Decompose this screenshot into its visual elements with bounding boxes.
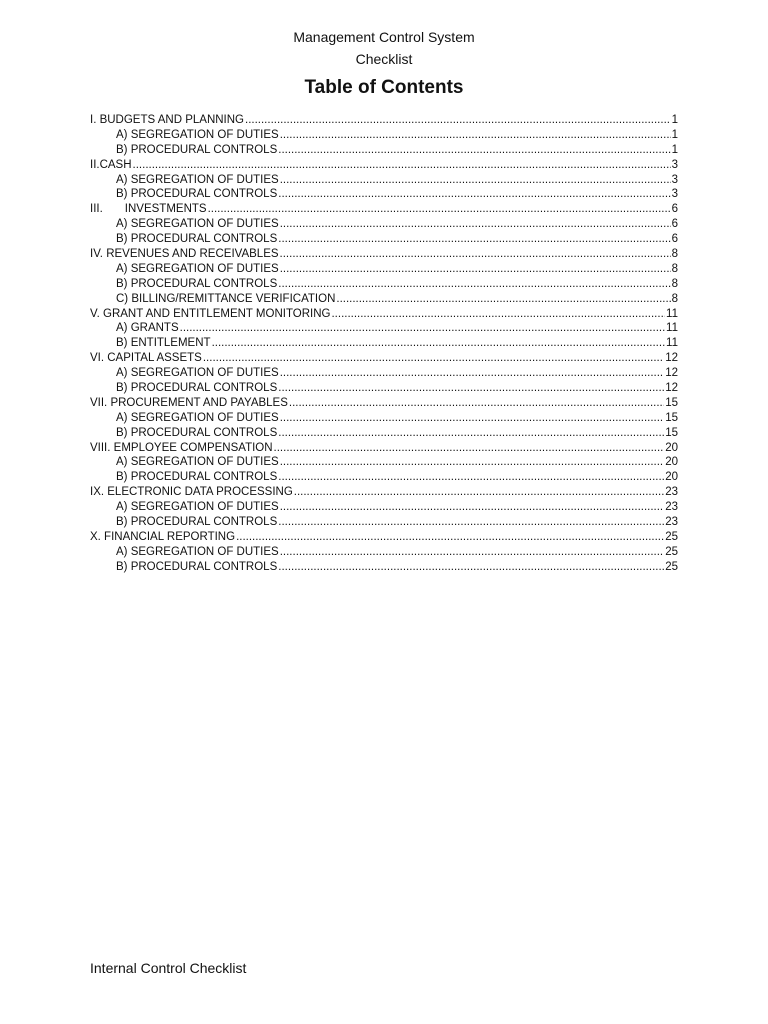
toc-page-number: 6 — [671, 218, 678, 231]
toc-page-number: 23 — [665, 486, 678, 499]
toc-dot-leader — [278, 470, 664, 485]
toc-entry-label-text: VI. CAPITAL ASSETS — [90, 352, 202, 365]
toc-entry-label-text: II.CASH — [90, 158, 132, 171]
toc-entry-label — [116, 321, 179, 336]
toc-dot-leader — [278, 560, 664, 575]
toc-entry-label-text: B) PROCEDURAL CONTROLS — [116, 143, 278, 156]
toc-entry-label — [116, 173, 279, 188]
toc-page-number: 20 — [665, 456, 678, 469]
toc-page-number: 8 — [671, 292, 678, 305]
toc-entry-label — [116, 366, 279, 381]
toc-entry-label — [116, 560, 277, 575]
toc-entry-label — [90, 485, 293, 500]
toc-entry-label-text: A) SEGREGATION OF DUTIES — [116, 218, 279, 231]
toc-dot-leader — [280, 128, 671, 143]
toc-dot-leader — [280, 247, 671, 262]
toc-section-entry[interactable] — [90, 396, 678, 411]
toc-entry-label-text: VII. PROCUREMENT AND PAYABLES — [90, 396, 288, 409]
toc-page-number: 11 — [666, 337, 678, 350]
toc-entry-label-text: B) PROCEDURAL CONTROLS — [116, 233, 278, 246]
toc-entry-label — [116, 187, 277, 202]
toc-dot-leader — [278, 277, 670, 292]
toc-subentry[interactable] — [90, 336, 678, 351]
toc-subentry[interactable] — [90, 128, 678, 143]
toc-page-number: 11 — [666, 322, 678, 335]
toc-page-number: 1 — [671, 143, 678, 156]
toc-entry-label-text: A) SEGREGATION OF DUTIES — [116, 367, 279, 380]
toc-entry-label-text: B) PROCEDURAL CONTROLS — [116, 471, 278, 484]
toc-entry-label — [90, 441, 273, 456]
toc-page-number: 12 — [665, 382, 678, 395]
toc-entry-label — [90, 202, 207, 217]
toc-page-number: 1 — [671, 128, 678, 141]
toc-page-number: 11 — [666, 307, 678, 320]
toc-entry-label — [116, 411, 279, 426]
table-of-contents — [90, 113, 678, 575]
toc-page-number: 3 — [671, 188, 678, 201]
toc-entry-label-text: B) PROCEDURAL CONTROLS — [116, 277, 278, 290]
toc-entry-label-text: B) PROCEDURAL CONTROLS — [116, 426, 278, 439]
toc-entry-label-text: B) ENTITLEMENT — [116, 337, 211, 350]
toc-dot-leader — [236, 530, 664, 545]
toc-dot-leader — [278, 381, 664, 396]
toc-section-entry[interactable] — [90, 158, 678, 173]
toc-page-number: 12 — [665, 367, 678, 380]
toc-subentry[interactable] — [90, 262, 678, 277]
toc-entry-label-text: IX. ELECTRONIC DATA PROCESSING — [90, 486, 293, 499]
toc-entry-label — [116, 545, 279, 560]
toc-entry-label — [116, 426, 277, 441]
toc-entry-label-text: III. — [90, 203, 103, 216]
toc-subentry[interactable] — [90, 292, 678, 307]
toc-page-number: 20 — [665, 471, 678, 484]
toc-section-entry[interactable] — [90, 485, 678, 500]
toc-subentry[interactable] — [90, 455, 678, 470]
toc-subentry[interactable] — [90, 277, 678, 292]
toc-dot-leader — [280, 411, 664, 426]
toc-page-number: 12 — [665, 352, 678, 365]
toc-dot-leader — [278, 515, 664, 530]
toc-subentry[interactable] — [90, 366, 678, 381]
toc-dot-leader — [278, 143, 670, 158]
toc-entry-label — [116, 470, 277, 485]
toc-entry-label-text: VIII. EMPLOYEE COMPENSATION — [90, 441, 273, 454]
toc-page-number: 3 — [671, 158, 678, 171]
toc-entry-label-text: A) SEGREGATION OF DUTIES — [116, 262, 279, 275]
toc-subentry[interactable] — [90, 321, 678, 336]
toc-entry-label-text: C) BILLING/REMITTANCE VERIFICATION — [116, 292, 336, 305]
toc-dot-leader — [280, 500, 664, 515]
toc-page-number: 8 — [671, 277, 678, 290]
toc-subentry[interactable] — [90, 545, 678, 560]
toc-entry-label — [116, 336, 211, 351]
toc-section-entry[interactable] — [90, 113, 678, 128]
toc-page-number: 3 — [671, 173, 678, 186]
toc-subentry[interactable] — [90, 143, 678, 158]
toc-page-number: 8 — [671, 262, 678, 275]
toc-entry-label-text: V. GRANT AND ENTITLEMENT MONITORING — [90, 307, 331, 320]
toc-entry-label-text: A) SEGREGATION OF DUTIES — [116, 128, 279, 141]
toc-dot-leader — [274, 441, 665, 456]
toc-entry-label — [90, 307, 330, 322]
toc-dot-leader — [280, 366, 664, 381]
toc-subentry[interactable] — [90, 426, 678, 441]
toc-page-number: 15 — [665, 426, 678, 439]
toc-dot-leader — [180, 321, 665, 336]
toc-entry-label-text: B) PROCEDURAL CONTROLS — [116, 560, 278, 573]
toc-dot-leader — [212, 336, 665, 351]
toc-entry-label — [90, 113, 244, 128]
toc-dot-leader — [331, 307, 665, 322]
toc-subentry[interactable] — [90, 173, 678, 188]
toc-subentry[interactable] — [90, 381, 678, 396]
toc-section-entry[interactable] — [90, 530, 678, 545]
toc-dot-leader — [280, 545, 664, 560]
toc-subentry[interactable] — [90, 470, 678, 485]
toc-dot-leader — [278, 232, 670, 247]
toc-dot-leader — [245, 113, 671, 128]
page-footer: Internal Control Checklist — [90, 960, 247, 976]
toc-subentry[interactable] — [90, 515, 678, 530]
toc-dot-leader — [280, 262, 671, 277]
toc-dot-leader — [289, 396, 664, 411]
toc-page-number: 25 — [665, 560, 678, 573]
toc-page-number: 6 — [671, 233, 678, 246]
toc-page-number: 23 — [665, 501, 678, 514]
toc-page-number: 25 — [665, 545, 678, 558]
toc-section-entry[interactable] — [90, 202, 678, 217]
toc-entry-label — [90, 530, 235, 545]
toc-entry-label-text: I. BUDGETS AND PLANNING — [90, 114, 245, 126]
toc-entry-label — [116, 232, 277, 247]
toc-section-entry[interactable] — [90, 307, 678, 322]
toc-dot-leader — [278, 187, 670, 202]
toc-page-number: 1 — [671, 114, 678, 126]
toc-dot-leader — [203, 351, 664, 366]
toc-page-number: 25 — [665, 530, 678, 543]
toc-entry-label — [116, 292, 335, 307]
toc-entry-label-text: A) SEGREGATION OF DUTIES — [116, 173, 279, 186]
toc-page-number: 8 — [671, 248, 678, 261]
toc-entry-label — [116, 217, 279, 232]
toc-entry-label — [116, 128, 279, 143]
toc-entry-label-text: B) PROCEDURAL CONTROLS — [116, 516, 278, 529]
toc-entry-label — [116, 500, 279, 515]
toc-entry-label-text: A) SEGREGATION OF DUTIES — [116, 456, 279, 469]
toc-subentry[interactable] — [90, 500, 678, 515]
toc-entry-label-text: IV. REVENUES AND RECEIVABLES — [90, 248, 279, 261]
toc-page-number: 20 — [665, 441, 678, 454]
toc-entry-label-text: B) PROCEDURAL CONTROLS — [116, 188, 278, 201]
toc-entry-label — [116, 143, 277, 158]
header-line-1: Management Control System — [293, 29, 475, 45]
page-title: Table of Contents — [304, 77, 464, 98]
toc-entry-label-text: A) SEGREGATION OF DUTIES — [116, 411, 279, 424]
toc-dot-leader — [280, 173, 671, 188]
toc-dot-leader — [278, 426, 664, 441]
toc-page-number: 6 — [671, 203, 678, 216]
toc-entry-label — [116, 277, 277, 292]
toc-subentry[interactable] — [90, 187, 678, 202]
toc-dot-leader — [280, 455, 664, 470]
toc-page-number: 15 — [665, 396, 678, 409]
toc-section-entry[interactable] — [90, 247, 678, 262]
header-line-2: Checklist — [355, 51, 413, 67]
toc-entry-label — [90, 351, 202, 366]
toc-entry-label — [90, 158, 132, 173]
toc-entry-label — [116, 455, 279, 470]
toc-page-number: 23 — [665, 516, 678, 529]
toc-subentry[interactable] — [90, 217, 678, 232]
toc-dot-leader — [294, 485, 664, 500]
toc-dot-leader — [208, 202, 671, 217]
toc-dot-leader — [133, 158, 671, 173]
document-header — [0, 26, 768, 100]
toc-entry-label — [116, 262, 279, 277]
toc-dot-leader — [336, 292, 670, 307]
toc-entry-label-text: A) SEGREGATION OF DUTIES — [116, 545, 279, 558]
toc-entry-label — [90, 247, 279, 262]
toc-section-entry[interactable] — [90, 441, 678, 456]
toc-entry-label-text: A) GRANTS — [116, 322, 179, 335]
toc-subentry[interactable] — [90, 411, 678, 426]
toc-entry-label-text: A) SEGREGATION OF DUTIES — [116, 501, 279, 514]
toc-page-number: 15 — [665, 411, 678, 424]
toc-section-entry[interactable] — [90, 351, 678, 366]
toc-subentry[interactable] — [90, 232, 678, 247]
toc-dot-leader — [280, 217, 671, 232]
toc-entry-label — [116, 381, 277, 396]
toc-subentry[interactable] — [90, 560, 678, 575]
toc-entry-label-text: X. FINANCIAL REPORTING — [90, 530, 236, 543]
toc-entry-label — [116, 515, 277, 530]
toc-entry-label — [90, 396, 288, 411]
toc-entry-label-tab-text: INVESTMENTS — [124, 203, 207, 216]
toc-entry-label-text: B) PROCEDURAL CONTROLS — [116, 382, 278, 395]
